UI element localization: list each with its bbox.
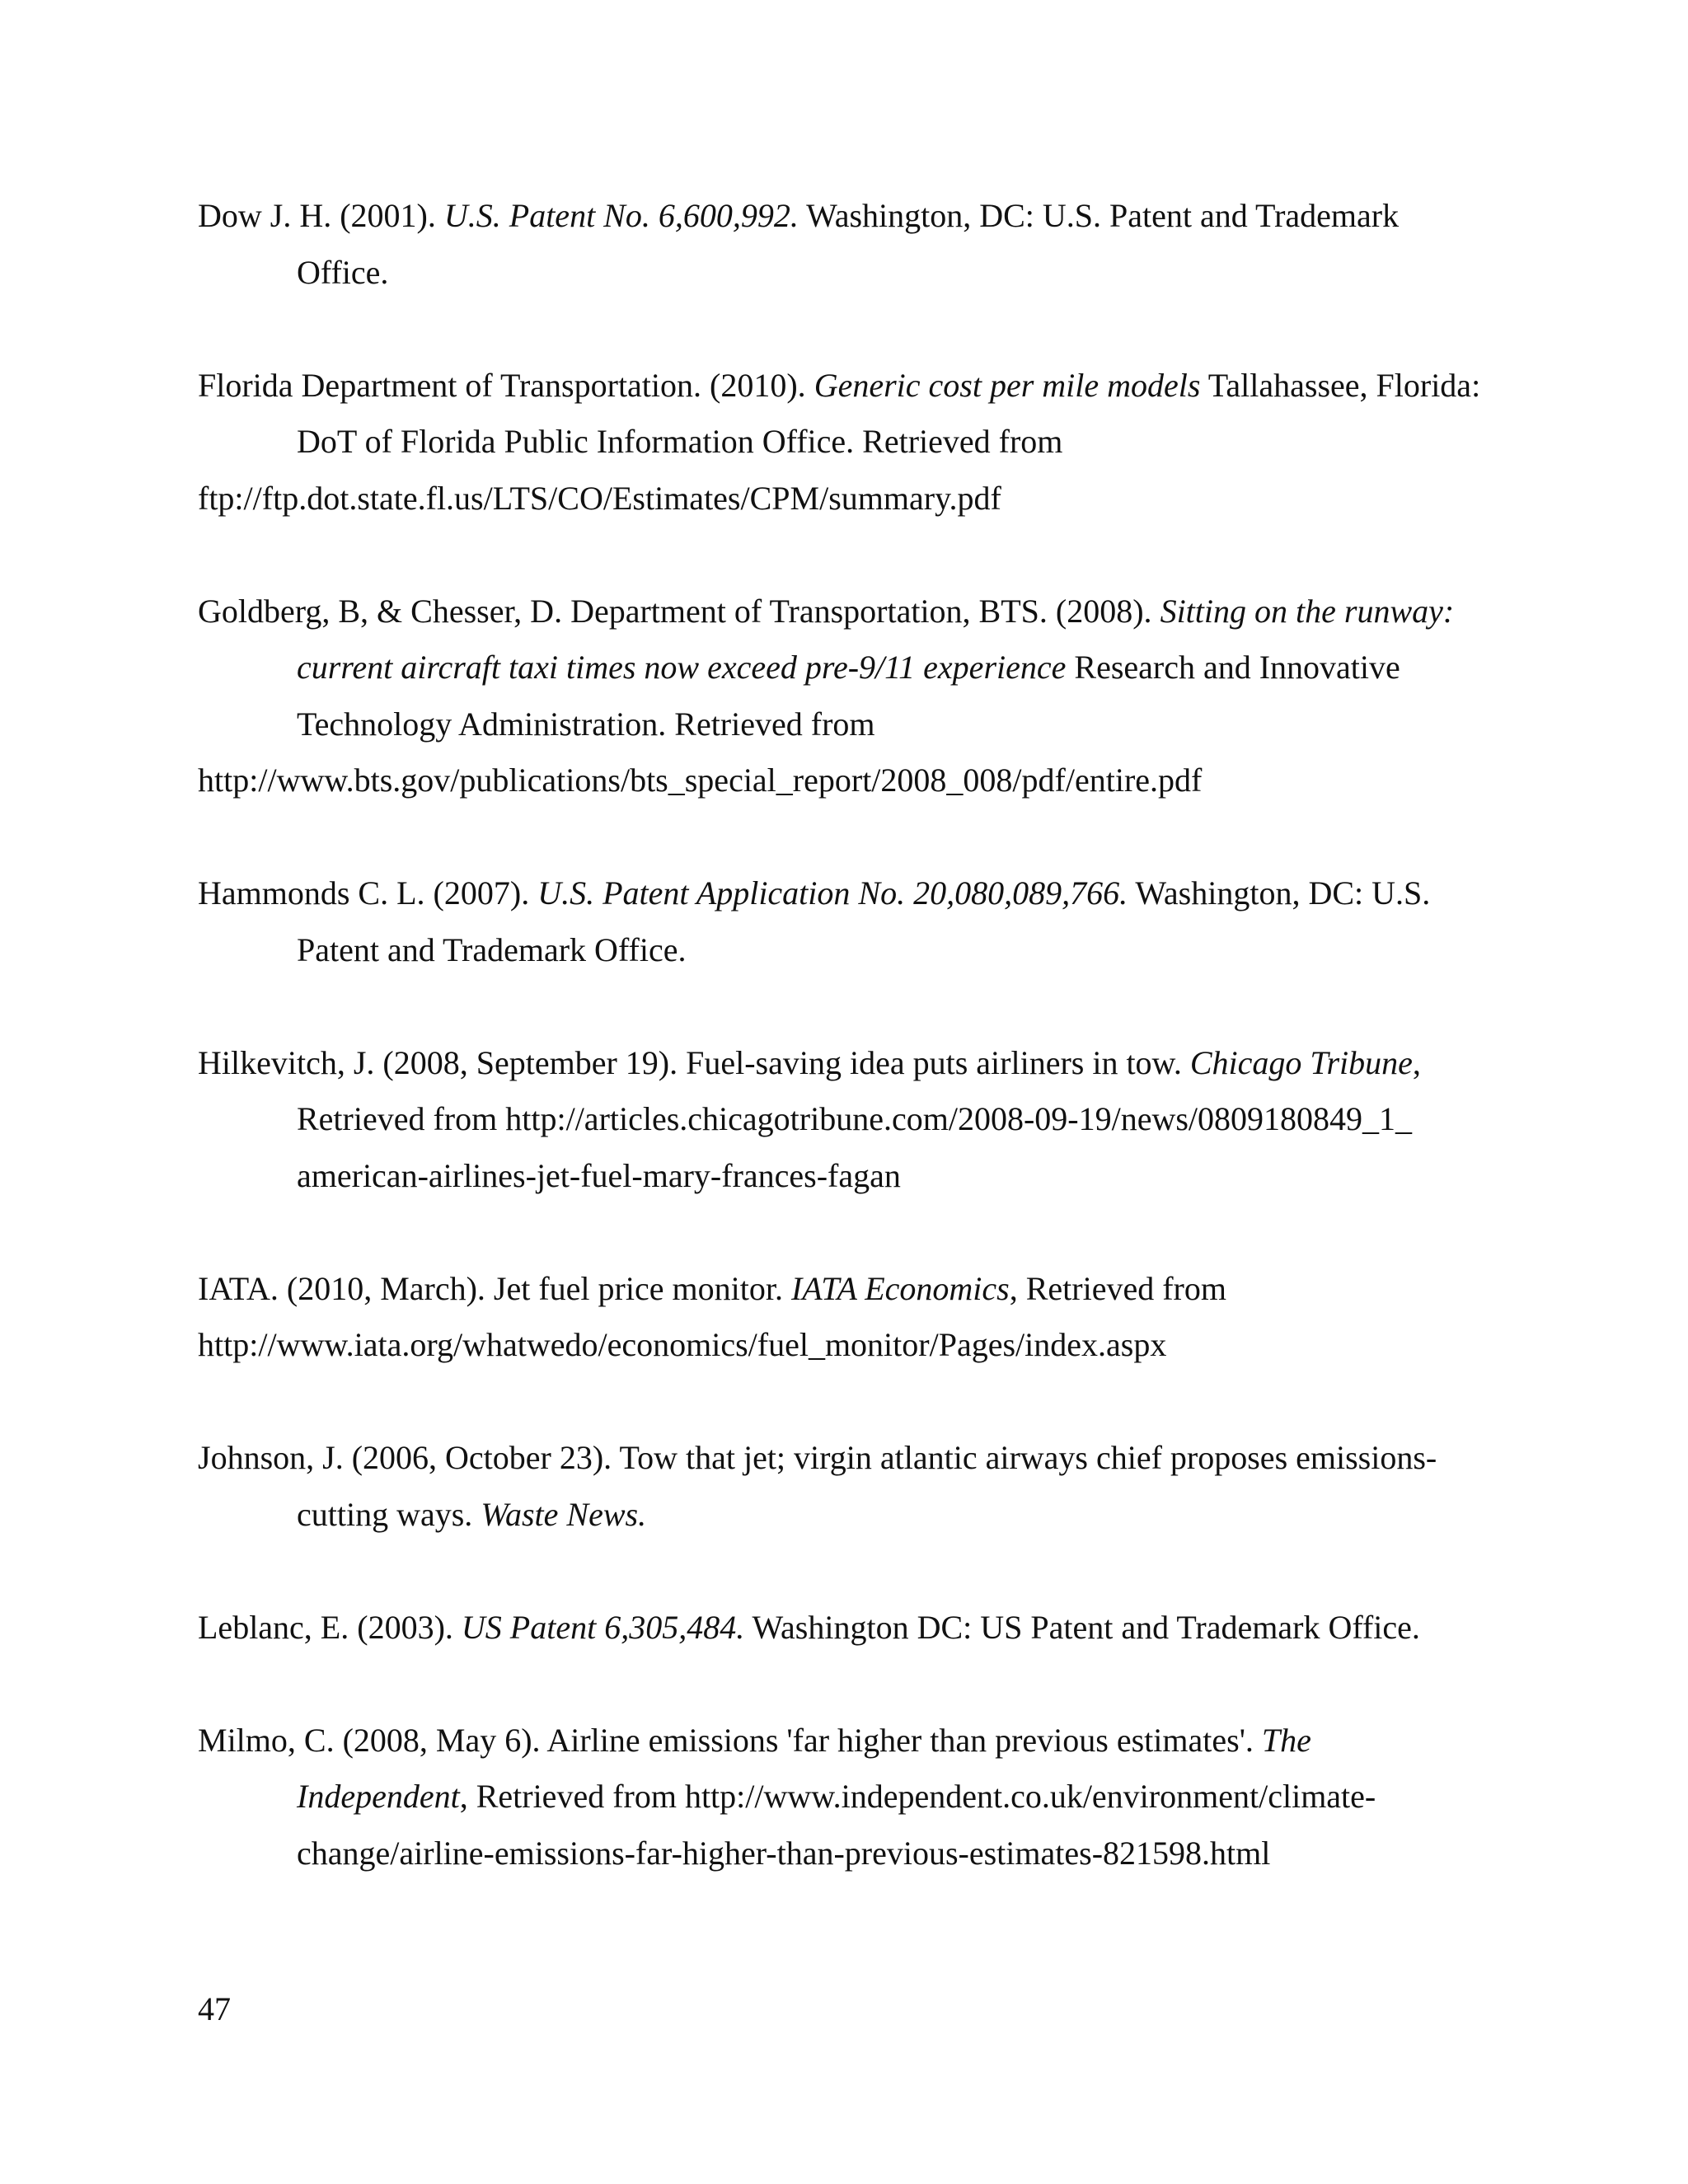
reference-entry <box>198 1261 1484 1374</box>
reference-entry <box>198 1035 1484 1205</box>
reference-text: Milmo, C. (2008, May 6). Airline emissions 'far higher than previous estimates'. <box>198 1721 1262 1759</box>
reference-italic-title: The Independent <box>297 1721 1311 1815</box>
reference-text: Florida Department of Transportation. (2010). <box>198 366 814 404</box>
reference-entry <box>198 1713 1484 1882</box>
reference-text: Washington, DC: U.S. Patent and Trademark Office. <box>297 197 1400 291</box>
reference-italic-title: U.S. Patent No. 6,600,992. <box>443 197 799 234</box>
reference-text: Tallahassee, Florida: DoT of Florida Public Information Office. Retrieved from <box>297 366 1481 460</box>
reference-text: Washington DC: US Patent and Trademark Office. <box>744 1608 1420 1646</box>
reference-entry <box>198 1430 1484 1543</box>
reference-entry <box>198 1600 1484 1657</box>
reference-url: http://www.bts.gov/publications/bts_special_report/2008_008/pdf/entire.pdf <box>198 762 1203 799</box>
reference-italic-title: Sitting on the runway: current aircraft taxi times now exceed pre-9/11 experience <box>297 592 1455 686</box>
reference-italic-title: Waste News. <box>481 1495 647 1533</box>
reference-text: Research and Innovative Technology Administration. Retrieved from <box>297 649 1400 743</box>
reference-text: , Retrieved from <box>1009 1269 1226 1307</box>
reference-text: IATA. (2010, March). Jet fuel price monitor. <box>198 1269 791 1307</box>
reference-text: Leblanc, E. (2003). <box>198 1608 462 1646</box>
reference-url: ftp://ftp.dot.state.fl.us/LTS/CO/Estimates/CPM/summary.pdf <box>198 479 1001 517</box>
reference-text: Hammonds C. L. (2007). <box>198 874 538 912</box>
reference-text: , Retrieved from http://www.independent.co.uk/environment/climate-change/airline-emissions-far-higher-than-previous-estimates-821598.html <box>297 1778 1376 1872</box>
reference-italic-title: US Patent 6,305,484. <box>461 1608 745 1646</box>
reference-text: Hilkevitch, J. (2008, September 19). Fuel-saving idea puts airliners in tow. <box>198 1043 1190 1081</box>
reference-entry <box>198 188 1484 301</box>
reference-entry <box>198 865 1484 978</box>
reference-italic-title: U.S. Patent Application No. 20,080,089,766. <box>537 874 1128 912</box>
reference-list <box>198 188 1484 1938</box>
page-number: 47 <box>198 1990 231 2027</box>
reference-italic-title: Generic cost per mile models <box>814 366 1201 404</box>
reference-text: , Retrieved from http://articles.chicagotribune.com/2008-09-19/news/0809180849_1_ american-airlines-jet-fuel-mary-frances-fagan <box>297 1043 1421 1194</box>
reference-text: Johnson, J. (2006, October 23). Tow that jet; virgin atlantic airways chief proposes emissions-cutting ways. <box>198 1439 1437 1533</box>
reference-url: http://www.iata.org/whatwedo/economics/fuel_monitor/Pages/index.aspx <box>198 1326 1167 1363</box>
reference-text: Washington, DC: U.S. Patent and Trademark Office. <box>297 874 1431 968</box>
reference-entry <box>198 583 1484 809</box>
reference-italic-title: IATA Economics <box>790 1269 1010 1307</box>
reference-italic-title: Chicago Tribune <box>1189 1043 1413 1081</box>
reference-entry <box>198 358 1484 527</box>
reference-text: Goldberg, B, & Chesser, D. Department of Transportation, BTS. (2008). <box>198 592 1160 630</box>
reference-text: Dow J. H. (2001). <box>198 197 444 234</box>
